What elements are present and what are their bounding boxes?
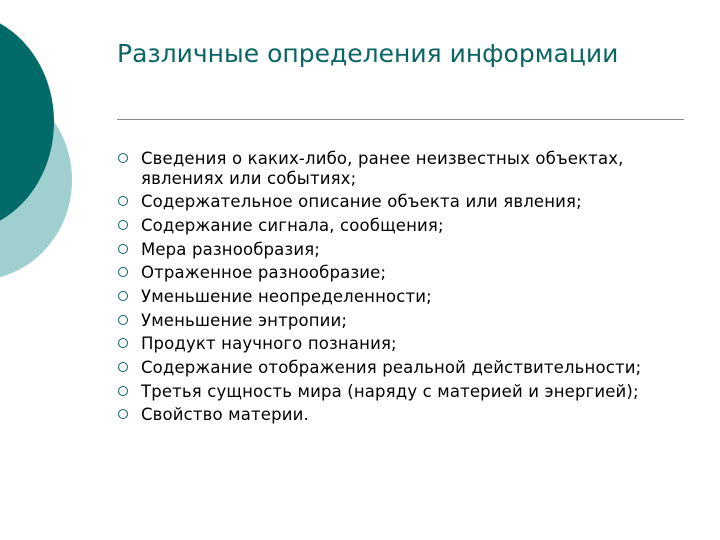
- title-divider: [117, 119, 684, 120]
- hollow-circle-bullet-icon: [118, 291, 128, 301]
- hollow-circle-bullet-icon: [118, 338, 128, 348]
- bullet-item: [117, 334, 677, 354]
- bullet-text: Содержание отображения реальной действительности;: [141, 358, 642, 377]
- bullet-item: [117, 216, 677, 236]
- bullet-text: Сведения о каких-либо, ранее неизвестных объектах, явлениях или событиях;: [141, 149, 624, 188]
- bullet-item: [117, 240, 677, 260]
- hollow-circle-bullet-icon: [118, 220, 128, 230]
- bullet-item: [117, 149, 677, 188]
- hollow-circle-bullet-icon: [118, 362, 128, 372]
- bullet-text: Содержание сигнала, сообщения;: [141, 215, 444, 235]
- bullet-text: Уменьшение неопределенности;: [141, 286, 432, 306]
- bullet-text: Уменьшение энтропии;: [141, 310, 348, 330]
- bullet-list: [117, 149, 677, 429]
- bullet-text: Отраженное разнообразие;: [141, 263, 387, 283]
- bullet-text: Мера разнообразия;: [141, 239, 320, 259]
- bullet-item: [117, 263, 677, 283]
- bullet-item: [117, 382, 677, 402]
- hollow-circle-bullet-icon: [118, 196, 128, 206]
- hollow-circle-bullet-icon: [118, 244, 128, 254]
- hollow-circle-bullet-icon: [118, 409, 128, 419]
- bullet-text: Содержательное описание объекта или явления;: [141, 192, 582, 212]
- bullet-item: [117, 405, 677, 425]
- bullet-item: [117, 287, 677, 307]
- bullet-item: [117, 358, 677, 378]
- hollow-circle-bullet-icon: [118, 153, 128, 163]
- hollow-circle-bullet-icon: [118, 267, 128, 277]
- hollow-circle-bullet-icon: [118, 386, 128, 396]
- hollow-circle-bullet-icon: [118, 315, 128, 325]
- slide-title: Различные определения информации: [117, 39, 619, 68]
- bullet-item: [117, 192, 677, 212]
- bullet-text: Третья сущность мира (наряду с материей и энергией);: [141, 381, 639, 401]
- bullet-text: Продукт научного познания;: [141, 334, 397, 354]
- bullet-text: Свойство материи.: [141, 405, 309, 425]
- bullet-item: [117, 311, 677, 331]
